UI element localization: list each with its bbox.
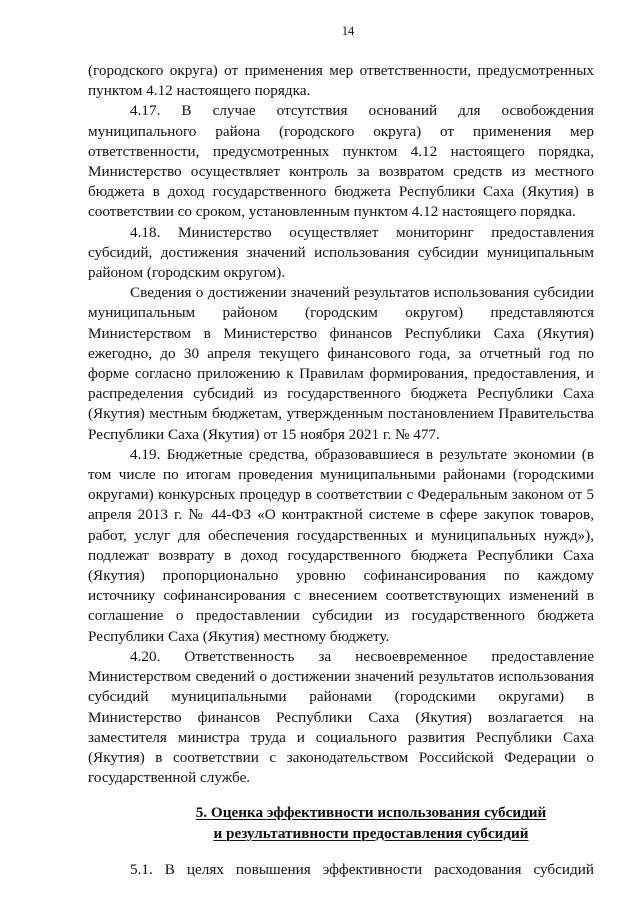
document-page (88, 22, 594, 880)
section-heading (88, 803, 594, 843)
paragraph-4-18: 4.18. Министерство осуществляет мониторинг предоставления субсидий, достижения значений использования субсидии муниципальным районом (городским округом). (88, 223, 594, 282)
paragraph-4-19: 4.19. Бюджетные средства, образовавшиеся в результате экономии (в том числе по итогам проведения муниципальными районами (городскими округами) конкурсных процедур в соответствии с Федеральным законом от 5 апреля 2013 г. № 44-ФЗ «О контрактной системе в сфере закупок товаров, работ, услуг для обеспечения государственных и муниципальных нужд»), подлежат возврату в доход государственного бюджета Республики Саха (Якутия) пропорционально уровню софинансирования по каждому источнику софинансирования с внесением соответствующих изменений в соглашение о предоставлении субсидии из государственного бюджета Республики Саха (Якутия) местному бюджету. (88, 445, 594, 645)
page-number: 14 (341, 24, 355, 38)
section-heading-line-2: и результативности предоставления субсидий (213, 824, 529, 842)
paragraph-reporting: Сведения о достижении значений результатов использования субсидии муниципальным районом (городским округом) представляются Министерством в Министерство финансов Республики Саха (Якутия) ежегодно, до 30 апреля текущего финансового года, за отчетный год по форме согласно приложению к Правилам формирования, предоставления, и распределения субсидий из государственного бюджета Республики Саха (Якутия) местным бюджетам, утвержденным постановлением Правительства Республики Саха (Якутия) от 15 ноября 2021 г. № 477. (88, 284, 594, 443)
paragraph-4-17: 4.17. В случае отсутствия оснований для освобождения муниципального района (городского округа) от применения мер ответственности, предусмотренных пунктом 4.12 настоящего порядка, Министерство осуществляет контроль за возвратом средств из местного бюджета в доход государственного бюджета Республики Саха (Якутия) в соответствии со сроком, установленным пунктом 4.12 настоящего порядка. (88, 102, 594, 221)
paragraph-5-1: 5.1. В целях повышения эффективности расходования субсидий (130, 860, 594, 878)
paragraph-4-20: 4.20. Ответственность за несвоевременное предоставление Министерством сведений о достижении значений результатов использования субсидий муниципальными районами (городскими округами) в Министерство финансов Республики Саха (Якутия) возлагается на заместителя министра труда и социального развития Республики Саха (Якутия) в соответствии с законодательством Российской Федерации о государственной службе. (88, 647, 594, 787)
paragraph-continuation: (городского округа) от применения мер ответственности, предусмотренных пунктом 4.12 настоящего порядка. (88, 62, 594, 100)
section-heading-line-1: 5. Оценка эффективности использования субсидий (195, 804, 547, 822)
